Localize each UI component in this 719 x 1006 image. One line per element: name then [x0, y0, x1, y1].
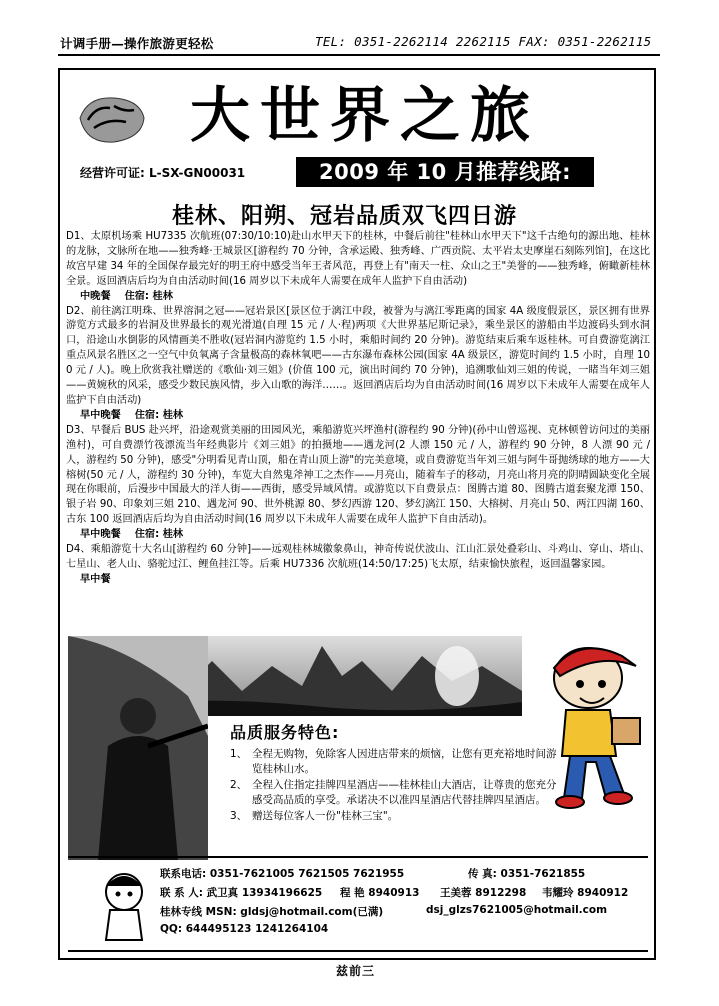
slogan: 计调手册—操作旅游更轻松 — [60, 36, 214, 51]
contact-fax: 传 真: 0351-7621855 — [468, 868, 586, 880]
contact-email: dsj_glzs7621005@hotmail.com — [426, 904, 608, 916]
feature-item: 3、 赠送每位客人一份"桂林三宝"。 — [230, 809, 399, 822]
page-footer: 兹前三 — [336, 964, 376, 978]
contact-phone: 联系电话: 0351-7621005 7621505 7621955 — [160, 868, 405, 880]
contact-person-d: 韦耀玲 8940912 — [542, 887, 629, 899]
features-heading: 品质服务特色: — [230, 723, 340, 742]
day-text: D3、早餐后 BUS 赴兴坪，沿途观赏美丽的田园风光，乘船游览兴坪渔村(游程约 90 分钟)(孙中山曾巡视、克林顿曾访问过的美丽渔村)，可自费漂竹筏漂流当年经典影片《刘三姐》的拍摄地——遇龙河(2 人漂 150 元 / 人，游程约 90 分钟，8 人漂 90 元 / 人，游程约 50 分钟)，感受"分明看见青山顶，船在青山顶上游"的完美意境，或自费游览当年刘三姐与阿牛哥抛绣球的地方——大榕树(50 元 / 人，游程约 30 分钟)，车览大自然鬼斧神工之杰作——月亮山，随着车子的移动，月亮山将月亮的阴晴圆缺变化全展现在你眼前，后漫步中国最大的洋人街——西街，感受异域风情。或游览以下自费景点：图腾古道 80、图腾古道套聚龙潭 150、银子岩 90、印象刘三姐 210、遇龙河 90、世外桃源 80、梦幻西游 120、梦幻漓江 150、大榕树、月亮山 50、两江四湖 160、古东 100 返回酒店后均为自由活动时间(16 周岁以下未成年人需要在成年人监护下自由活动)。 — [66, 424, 650, 526]
tel-fax: TEL: 0351-2262114 2262115 FAX: 0351-2262115 — [315, 34, 652, 49]
day-text: D1、太原机场乘 HU7335 次航班(07:30/10:10)赴山水甲天下的桂林，中餐后前往"桂林山水甲天下"这千古绝句的源出地、桂林的龙脉，文脉所在地——独秀峰·王城景区[游程约 70 分钟，含承运殿、独秀峰、广西贡院、太平岩太史摩崖石刻陈列馆]，在这比故宫早建 34 年的全国保存最完好的明王府中感受当年王者风范，再登上有"南天一柱、众山之王"美誉的——独秀峰，俯瞰新桂林全景。返回酒店后均为自由活动时间(16 周岁以下未成年人需要在成年人监护下自由活动) — [66, 231, 650, 287]
day-meals: 中晚餐 住宿: 桂林 — [80, 290, 173, 302]
contact-person-a: 联 系 人: 武卫真 13934196625 — [160, 887, 323, 899]
service-features — [230, 725, 560, 824]
day-meals: 早中晚餐 住宿: 桂林 — [80, 529, 184, 541]
day-text: D2、前往漓江明珠、世界溶洞之冠——冠岩景区[景区位于漓江中段，被誉为与漓江零距离的国家 4A 级度假景区，景区拥有世界游览方式最多的岩洞及世界最长的观光滑道(自理 15 元 / 人·程)两项《大世界基尼斯记录》，乘坐景区的游船由半边渡码头到水洞口，沿途山水倒影的风情画美不胜收(冠岩洞内游览约 1.5 小时，乘船时间约 20 分钟)。游览结束后乘车返桂林。可自费游览漓江重点风景名胜区之一空气中负氧离子含量极高的森林氧吧——古东瀑布森林公园(国家 4A 级景区，游览时间约 1.5 小时，自理 100 元 / 人)。晚上欣赏我社赠送的《歌仙·刘三姐》(价值 100 元，演出时间约 70 分钟)，追溯歌仙刘三姐的传说，一睹当年刘三姐——黄婉秋的风采，感受少数民族风情，步入山歌的海洋……。返回酒店后均为自由活动时间(16 周岁以下未成年人需要在成年人监护下自由活动) — [66, 305, 650, 406]
day-4 — [66, 543, 650, 588]
contact-panel — [68, 856, 648, 952]
agency-logo — [74, 88, 150, 150]
folk-dancer-photo — [68, 636, 208, 860]
contact-qq: QQ: 644495123 1241264104 — [160, 923, 329, 935]
day-text: D4、乘船游览十大名山[游程约 60 分钟]——远观桂林城徽象鼻山，神奇传说伏波山、江山汇景处叠彩山、斗鸡山、穿山、塔山、七星山、老人山、骆驼过江、鲤鱼挂江等。后乘 HU7336 次航班(14:50/17:25)飞太原，结束愉快旅程，返回温馨家园。 — [66, 544, 650, 570]
contact-msn: 桂林专线 MSN: gldsj@hotmail.com(已满) — [160, 906, 384, 918]
day-2 — [66, 305, 650, 424]
top-bar — [60, 34, 658, 52]
contact-person-c: 王美蓉 8912298 — [440, 887, 527, 899]
cartoon-kid-icon — [84, 864, 164, 944]
itinerary — [66, 230, 650, 588]
license-number: 经营许可证: L-SX-GN00031 — [80, 166, 246, 180]
contact-person-b: 程 艳 8940913 — [340, 887, 420, 899]
day-1 — [66, 230, 650, 305]
day-meals: 早中餐 — [80, 573, 111, 585]
feature-item: 2、 全程入住指定挂牌四星酒店——桂林桂山大酒店，让尊贵的您充分感受高品质的享受。承诺决不以准四星酒店代替挂牌四星酒店。 — [230, 778, 557, 806]
feature-item: 1、 全程无购物，免除客人因进店带来的烦恼，让您有更充裕地时间游览桂林山水。 — [230, 747, 557, 775]
route-subtitle: 桂林、阳朔、冠岩品质双飞四日游 — [172, 203, 518, 229]
day-3 — [66, 424, 650, 543]
page-title: 大世界之旅 — [190, 81, 540, 151]
route-banner: 2009 年 10 月推荐线路: — [296, 157, 594, 187]
day-meals: 早中晚餐 住宿: 桂林 — [80, 409, 184, 421]
top-divider — [58, 54, 660, 56]
